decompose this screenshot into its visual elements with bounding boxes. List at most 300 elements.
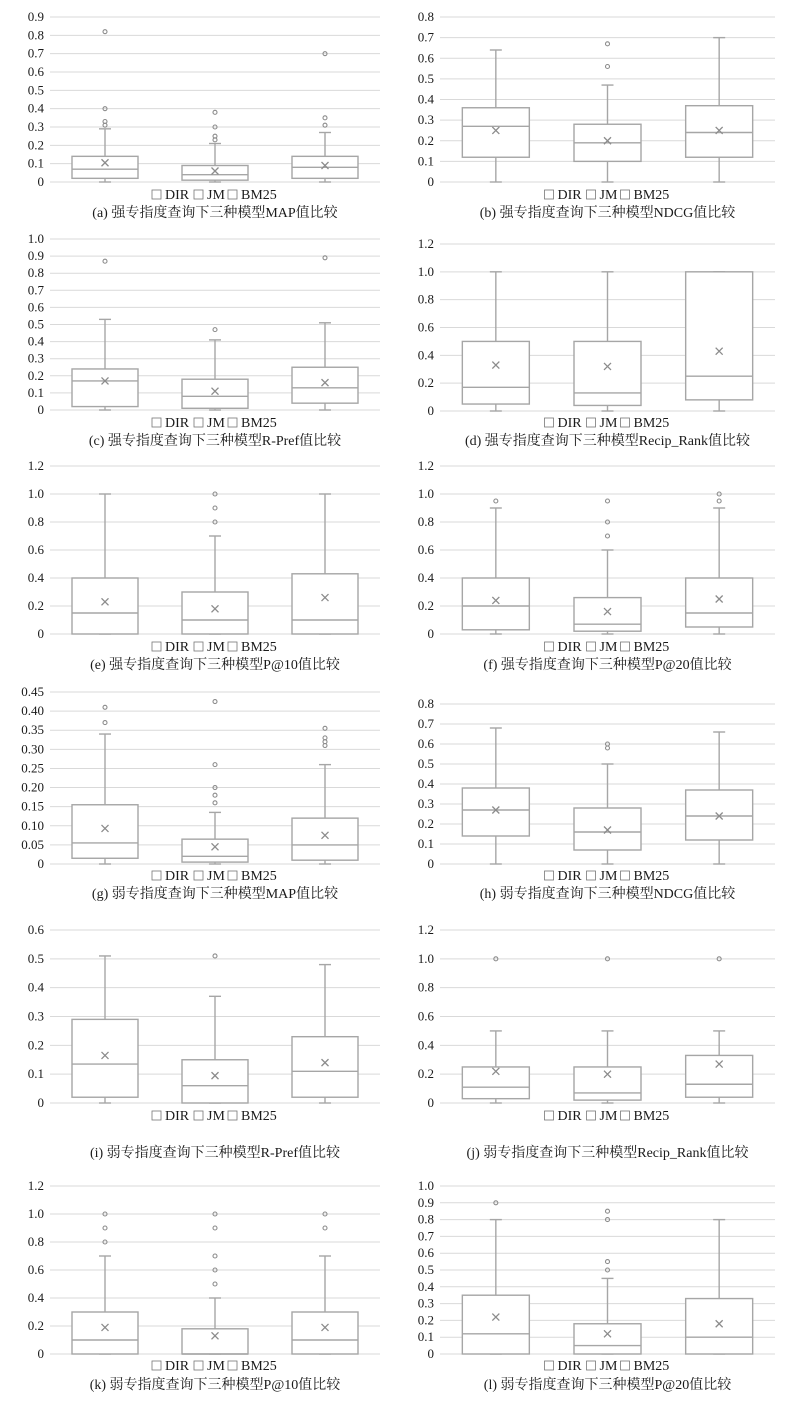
y-tick-label: 0.7 bbox=[417, 29, 434, 45]
y-tick-label: 0 bbox=[427, 626, 434, 641]
legend-label: DIR bbox=[557, 1359, 582, 1374]
y-tick-label: 0.4 bbox=[27, 1290, 44, 1305]
chart-caption: (f) 强专指度查询下三种模型P@20值比较 bbox=[483, 658, 732, 673]
chart-caption: (h) 弱专指度查询下三种模型NDCG值比较 bbox=[479, 887, 736, 902]
box-iqr bbox=[182, 1329, 248, 1354]
outlier-point bbox=[103, 259, 107, 263]
legend bbox=[152, 416, 277, 431]
box-bm25 bbox=[686, 492, 753, 634]
y-tick-label: 0.2 bbox=[27, 1318, 44, 1333]
outlier-point bbox=[213, 110, 217, 114]
y-tick-label: 0 bbox=[427, 1095, 434, 1110]
box-iqr bbox=[182, 592, 248, 634]
y-tick-label: 0.7 bbox=[27, 282, 44, 298]
y-tick-label: 1.0 bbox=[27, 231, 44, 246]
outlier-point bbox=[103, 30, 107, 34]
legend-label: BM25 bbox=[633, 1109, 670, 1124]
y-tick-label: 1.0 bbox=[27, 486, 44, 501]
box-jm bbox=[574, 957, 641, 1103]
chart-caption: (d) 强专指度查询下三种模型Recip_Rank值比较 bbox=[464, 434, 751, 449]
chart-caption: (c) 强专指度查询下三种模型R-Pref值比较 bbox=[88, 434, 342, 449]
legend-swatch bbox=[587, 418, 596, 427]
legend-label: BM25 bbox=[241, 640, 277, 655]
y-tick-label: 0.5 bbox=[417, 70, 434, 86]
y-tick-label: 0.2 bbox=[417, 816, 434, 831]
y-tick-label: 0.5 bbox=[27, 316, 44, 332]
legend-label: BM25 bbox=[633, 869, 670, 884]
legend-swatch bbox=[194, 1361, 203, 1370]
y-tick-label: 0 bbox=[427, 403, 434, 418]
chart-caption: (j) 弱专指度查询下三种模型Recip_Rank值比较 bbox=[466, 1146, 749, 1161]
legend-label: BM25 bbox=[633, 416, 670, 431]
legend-label: JM bbox=[599, 188, 618, 203]
outlier-point bbox=[606, 1260, 610, 1264]
box-iqr bbox=[182, 166, 248, 181]
y-tick-label: 0.05 bbox=[21, 836, 44, 852]
y-tick-label: 0.2 bbox=[417, 1066, 434, 1082]
y-tick-label: 0.3 bbox=[27, 1008, 44, 1024]
y-tick-label: 0.6 bbox=[417, 319, 434, 335]
box-dir bbox=[462, 1201, 529, 1354]
legend bbox=[152, 869, 277, 884]
legend-swatch bbox=[621, 871, 630, 880]
chart-panel-a bbox=[28, 9, 380, 221]
legend-swatch bbox=[194, 871, 203, 880]
box-iqr bbox=[182, 1060, 248, 1103]
box-jm bbox=[574, 42, 641, 182]
y-tick-label: 0.40 bbox=[21, 703, 44, 719]
y-tick-label: 0.1 bbox=[417, 836, 434, 851]
y-tick-label: 0 bbox=[37, 174, 44, 189]
y-tick-label: 0.8 bbox=[417, 1211, 434, 1227]
y-tick-label: 1.2 bbox=[417, 236, 434, 251]
box-iqr bbox=[292, 367, 358, 403]
y-tick-label: 0.3 bbox=[417, 1295, 434, 1311]
outlier-point bbox=[213, 763, 217, 767]
box-iqr bbox=[292, 818, 358, 860]
y-tick-label: 0.6 bbox=[417, 1008, 434, 1024]
box-jm bbox=[574, 742, 641, 864]
box-iqr bbox=[574, 598, 641, 632]
box-iqr bbox=[574, 1324, 641, 1354]
y-tick-label: 0 bbox=[427, 856, 434, 871]
y-tick-label: 0.6 bbox=[417, 50, 434, 66]
y-tick-label: 0.4 bbox=[417, 1037, 434, 1053]
legend-label: DIR bbox=[557, 869, 582, 884]
y-tick-label: 0 bbox=[37, 626, 44, 641]
chart-panel-d bbox=[418, 236, 775, 449]
y-tick-label: 0.5 bbox=[27, 82, 44, 98]
box-iqr bbox=[72, 578, 138, 634]
y-tick-label: 0.2 bbox=[27, 598, 44, 613]
box-iqr bbox=[182, 379, 248, 408]
box-bm25 bbox=[292, 1212, 358, 1354]
y-tick-label: 0.4 bbox=[27, 570, 44, 585]
outlier-point bbox=[213, 1226, 217, 1230]
chart-panel-g bbox=[21, 684, 380, 902]
y-tick-label: 0.1 bbox=[27, 1066, 44, 1082]
y-tick-label: 0.8 bbox=[27, 1234, 44, 1249]
box-dir bbox=[462, 272, 529, 411]
legend-swatch bbox=[228, 1111, 237, 1120]
legend bbox=[152, 1109, 277, 1124]
legend-label: BM25 bbox=[241, 416, 277, 431]
legend-label: DIR bbox=[557, 640, 582, 655]
outlier-point bbox=[606, 42, 610, 46]
y-tick-label: 0 bbox=[427, 174, 434, 189]
y-tick-label: 0.2 bbox=[417, 132, 434, 148]
box-bm25 bbox=[686, 957, 753, 1103]
box-iqr bbox=[686, 578, 753, 627]
y-tick-label: 1.0 bbox=[417, 950, 434, 966]
y-tick-label: 0.5 bbox=[417, 1262, 434, 1277]
box-iqr bbox=[686, 1055, 753, 1097]
y-tick-label: 1.0 bbox=[417, 1178, 434, 1193]
y-tick-label: 0.6 bbox=[27, 922, 44, 937]
legend-label: DIR bbox=[557, 1109, 582, 1124]
y-tick-label: 0.6 bbox=[27, 64, 44, 79]
box-dir bbox=[72, 1212, 138, 1354]
y-tick-label: 1.2 bbox=[27, 458, 44, 473]
legend-label: JM bbox=[207, 640, 225, 655]
legend bbox=[545, 1109, 670, 1124]
y-tick-label: 0.20 bbox=[21, 779, 44, 795]
legend-label: BM25 bbox=[241, 1109, 277, 1124]
legend-label: DIR bbox=[165, 1109, 190, 1124]
legend-swatch bbox=[228, 1361, 237, 1370]
legend-swatch bbox=[587, 642, 596, 651]
box-jm bbox=[574, 1209, 641, 1354]
y-tick-label: 0.8 bbox=[417, 291, 434, 307]
y-tick-label: 0.3 bbox=[27, 350, 44, 366]
y-tick-label: 0.4 bbox=[27, 979, 44, 995]
legend-swatch bbox=[152, 190, 161, 199]
y-tick-label: 0.1 bbox=[417, 153, 434, 169]
chart-panel-e bbox=[28, 458, 380, 673]
outlier-point bbox=[606, 65, 610, 69]
box-iqr bbox=[686, 1299, 753, 1354]
chart-caption: (a) 强专指度查询下三种模型MAP值比较 bbox=[92, 206, 338, 221]
y-tick-label: 0.1 bbox=[417, 1329, 434, 1345]
legend-swatch bbox=[194, 418, 203, 427]
legend-swatch bbox=[587, 1361, 596, 1370]
legend-swatch bbox=[545, 871, 554, 880]
y-tick-label: 0.30 bbox=[21, 741, 44, 757]
outlier-point bbox=[213, 801, 217, 805]
y-tick-label: 0.6 bbox=[27, 299, 44, 315]
outlier-point bbox=[213, 954, 217, 958]
y-tick-label: 0.7 bbox=[417, 716, 434, 731]
y-tick-label: 0.4 bbox=[417, 776, 434, 791]
y-tick-label: 0.6 bbox=[417, 1245, 434, 1261]
box-iqr bbox=[72, 369, 138, 407]
box-dir bbox=[72, 494, 138, 634]
y-tick-label: 0.6 bbox=[417, 736, 434, 751]
outlier-point bbox=[103, 705, 107, 709]
legend-label: JM bbox=[599, 640, 618, 655]
y-tick-label: 0.8 bbox=[27, 27, 44, 43]
box-iqr bbox=[462, 108, 529, 158]
legend bbox=[545, 869, 670, 884]
box-iqr bbox=[462, 578, 529, 630]
outlier-point bbox=[213, 1282, 217, 1286]
chart-caption: (k) 弱专指度查询下三种模型P@10值比较 bbox=[89, 1378, 341, 1393]
outlier-point bbox=[213, 700, 217, 704]
y-tick-label: 0.6 bbox=[417, 542, 434, 557]
chart-panel-i bbox=[28, 922, 380, 1161]
legend-swatch bbox=[228, 418, 237, 427]
legend-label: DIR bbox=[557, 188, 582, 203]
y-tick-label: 0.1 bbox=[27, 384, 44, 400]
outlier-point bbox=[606, 1209, 610, 1213]
y-tick-label: 0.9 bbox=[27, 248, 44, 264]
box-jm bbox=[182, 954, 248, 1103]
y-tick-label: 0.3 bbox=[27, 119, 44, 134]
box-iqr bbox=[182, 839, 248, 862]
outlier-point bbox=[323, 116, 327, 120]
legend-label: JM bbox=[207, 416, 225, 431]
y-tick-label: 0 bbox=[37, 1346, 44, 1361]
legend-swatch bbox=[152, 418, 161, 427]
chart-panel-k bbox=[28, 1178, 380, 1393]
chart-panel-j bbox=[418, 922, 775, 1161]
box-iqr bbox=[462, 788, 529, 836]
box-jm bbox=[182, 492, 248, 634]
box-bm25 bbox=[686, 38, 753, 182]
box-iqr bbox=[72, 805, 138, 859]
legend-label: JM bbox=[599, 869, 618, 884]
legend-label: BM25 bbox=[633, 1359, 670, 1374]
legend bbox=[152, 188, 277, 203]
chart-panel-f bbox=[418, 458, 775, 673]
legend-swatch bbox=[621, 190, 630, 199]
box-bm25 bbox=[686, 272, 753, 411]
y-tick-label: 0.9 bbox=[27, 9, 44, 24]
y-tick-label: 0.4 bbox=[417, 1278, 434, 1294]
y-tick-label: 0.8 bbox=[27, 514, 44, 529]
y-tick-label: 0.8 bbox=[27, 265, 44, 281]
legend-swatch bbox=[545, 1111, 554, 1120]
chart-caption: (l) 弱专指度查询下三种模型P@20值比较 bbox=[483, 1378, 732, 1393]
box-bm25 bbox=[292, 494, 358, 634]
box-iqr bbox=[574, 341, 641, 405]
legend-label: JM bbox=[599, 1359, 618, 1374]
legend-swatch bbox=[152, 1111, 161, 1120]
y-tick-label: 0 bbox=[37, 402, 44, 417]
legend-label: BM25 bbox=[241, 869, 277, 884]
y-tick-label: 0.2 bbox=[417, 598, 434, 613]
box-jm bbox=[182, 110, 248, 182]
outlier-point bbox=[213, 506, 217, 510]
box-bm25 bbox=[292, 726, 358, 864]
legend-label: BM25 bbox=[241, 1359, 277, 1374]
legend-label: DIR bbox=[557, 416, 582, 431]
y-tick-label: 0.8 bbox=[417, 696, 434, 711]
legend-label: JM bbox=[207, 1109, 225, 1124]
legend-label: BM25 bbox=[241, 188, 277, 203]
legend bbox=[545, 416, 670, 431]
legend-label: JM bbox=[599, 1109, 618, 1124]
box-iqr bbox=[72, 1019, 138, 1097]
legend-swatch bbox=[194, 190, 203, 199]
outlier-point bbox=[494, 499, 498, 503]
box-iqr bbox=[462, 1295, 529, 1354]
legend bbox=[545, 1359, 670, 1374]
legend-swatch bbox=[587, 1111, 596, 1120]
y-tick-label: 1.0 bbox=[417, 263, 434, 279]
box-dir bbox=[72, 956, 138, 1103]
legend-swatch bbox=[545, 642, 554, 651]
y-tick-label: 1.0 bbox=[417, 486, 434, 501]
box-iqr bbox=[686, 272, 753, 400]
box-iqr bbox=[574, 808, 641, 850]
y-tick-label: 0.6 bbox=[27, 542, 44, 557]
legend-swatch bbox=[545, 418, 554, 427]
y-tick-label: 0.8 bbox=[417, 514, 434, 529]
y-tick-label: 1.2 bbox=[417, 458, 434, 473]
legend-label: JM bbox=[207, 188, 225, 203]
box-jm bbox=[182, 700, 248, 864]
box-iqr bbox=[462, 341, 529, 404]
chart-caption: (i) 弱专指度查询下三种模型R-Pref值比较 bbox=[89, 1146, 341, 1161]
y-tick-label: 0.4 bbox=[27, 333, 44, 349]
y-tick-label: 0.2 bbox=[27, 137, 44, 153]
chart-panel-h bbox=[418, 696, 775, 902]
box-jm bbox=[182, 328, 248, 410]
box-dir bbox=[72, 259, 138, 410]
y-tick-label: 1.0 bbox=[27, 1206, 44, 1221]
y-tick-label: 0.3 bbox=[417, 796, 434, 811]
y-tick-label: 0.2 bbox=[27, 367, 44, 383]
legend-label: DIR bbox=[165, 1359, 190, 1374]
y-tick-label: 1.2 bbox=[27, 1178, 44, 1193]
outlier-point bbox=[606, 499, 610, 503]
outlier-point bbox=[717, 499, 721, 503]
chart-panel-c bbox=[28, 231, 380, 449]
box-dir bbox=[72, 30, 138, 182]
y-tick-label: 0.15 bbox=[21, 798, 44, 814]
legend-swatch bbox=[621, 1111, 630, 1120]
chart-caption: (e) 强专指度查询下三种模型P@10值比较 bbox=[90, 658, 340, 673]
box-iqr bbox=[574, 1067, 641, 1100]
legend-label: JM bbox=[207, 869, 225, 884]
y-tick-label: 0 bbox=[427, 1346, 434, 1361]
legend bbox=[545, 188, 670, 203]
y-tick-label: 0.45 bbox=[21, 684, 44, 699]
box-dir bbox=[72, 705, 138, 864]
outlier-point bbox=[213, 1254, 217, 1258]
legend bbox=[545, 640, 670, 655]
y-tick-label: 0.9 bbox=[417, 1194, 434, 1210]
outlier-point bbox=[606, 534, 610, 538]
legend-swatch bbox=[152, 871, 161, 880]
legend-label: DIR bbox=[165, 188, 190, 203]
legend-label: DIR bbox=[165, 640, 190, 655]
y-tick-label: 0.4 bbox=[417, 570, 434, 585]
box-iqr bbox=[292, 1312, 358, 1354]
outlier-point bbox=[213, 793, 217, 797]
outlier-point bbox=[103, 721, 107, 725]
legend-swatch bbox=[152, 642, 161, 651]
box-dir bbox=[462, 50, 529, 182]
y-tick-label: 0.3 bbox=[417, 112, 434, 128]
box-iqr bbox=[292, 1037, 358, 1098]
chart-caption: (b) 强专指度查询下三种模型NDCG值比较 bbox=[479, 206, 736, 221]
legend-swatch bbox=[621, 418, 630, 427]
legend-swatch bbox=[545, 190, 554, 199]
y-tick-label: 0.6 bbox=[27, 1262, 44, 1277]
y-tick-label: 0.4 bbox=[27, 100, 44, 116]
y-tick-label: 0.35 bbox=[21, 722, 44, 738]
box-jm bbox=[574, 272, 641, 411]
y-tick-label: 0.4 bbox=[417, 91, 434, 107]
legend-swatch bbox=[228, 642, 237, 651]
legend-label: JM bbox=[207, 1359, 225, 1374]
box-dir bbox=[462, 957, 529, 1103]
y-tick-label: 0.7 bbox=[27, 45, 44, 61]
y-tick-label: 0.8 bbox=[417, 979, 434, 995]
outlier-point bbox=[323, 726, 327, 730]
legend-label: JM bbox=[599, 416, 618, 431]
chart-caption: (g) 弱专指度查询下三种模型MAP值比较 bbox=[91, 887, 339, 902]
y-tick-label: 0.8 bbox=[417, 9, 434, 24]
box-dir bbox=[462, 499, 529, 634]
legend-swatch bbox=[228, 871, 237, 880]
box-iqr bbox=[72, 1312, 138, 1354]
legend-label: BM25 bbox=[633, 188, 670, 203]
outlier-point bbox=[606, 746, 610, 750]
y-tick-label: 0.4 bbox=[417, 347, 434, 363]
outlier-point bbox=[103, 1226, 107, 1230]
legend-label: DIR bbox=[165, 869, 190, 884]
y-tick-label: 0.5 bbox=[27, 950, 44, 966]
y-tick-label: 0.25 bbox=[21, 760, 44, 776]
legend bbox=[152, 1359, 277, 1374]
y-tick-label: 0.2 bbox=[417, 1312, 434, 1328]
legend-swatch bbox=[621, 1361, 630, 1370]
y-tick-label: 0.1 bbox=[27, 155, 44, 171]
chart-panel-b bbox=[418, 9, 775, 221]
legend-swatch bbox=[194, 642, 203, 651]
legend bbox=[152, 640, 277, 655]
outlier-point bbox=[213, 328, 217, 332]
y-tick-label: 0.7 bbox=[417, 1228, 434, 1244]
legend-swatch bbox=[621, 642, 630, 651]
box-bm25 bbox=[292, 52, 358, 182]
legend-swatch bbox=[228, 190, 237, 199]
box-bm25 bbox=[292, 256, 358, 410]
legend-swatch bbox=[587, 190, 596, 199]
y-tick-label: 0 bbox=[37, 1095, 44, 1110]
box-bm25 bbox=[292, 965, 358, 1103]
y-tick-label: 0.5 bbox=[417, 756, 434, 771]
y-tick-label: 1.2 bbox=[417, 922, 434, 937]
legend-swatch bbox=[587, 871, 596, 880]
box-iqr bbox=[686, 106, 753, 158]
chart-panel-l bbox=[418, 1178, 775, 1393]
y-tick-label: 0 bbox=[37, 856, 44, 871]
outlier-point bbox=[323, 1226, 327, 1230]
legend-swatch bbox=[152, 1361, 161, 1370]
box-jm bbox=[182, 1212, 248, 1354]
y-tick-label: 0.10 bbox=[21, 817, 44, 833]
y-tick-label: 0.2 bbox=[417, 375, 434, 391]
box-iqr bbox=[686, 790, 753, 840]
legend-swatch bbox=[545, 1361, 554, 1370]
box-iqr bbox=[292, 574, 358, 634]
legend-label: BM25 bbox=[633, 640, 670, 655]
legend-label: DIR bbox=[165, 416, 190, 431]
